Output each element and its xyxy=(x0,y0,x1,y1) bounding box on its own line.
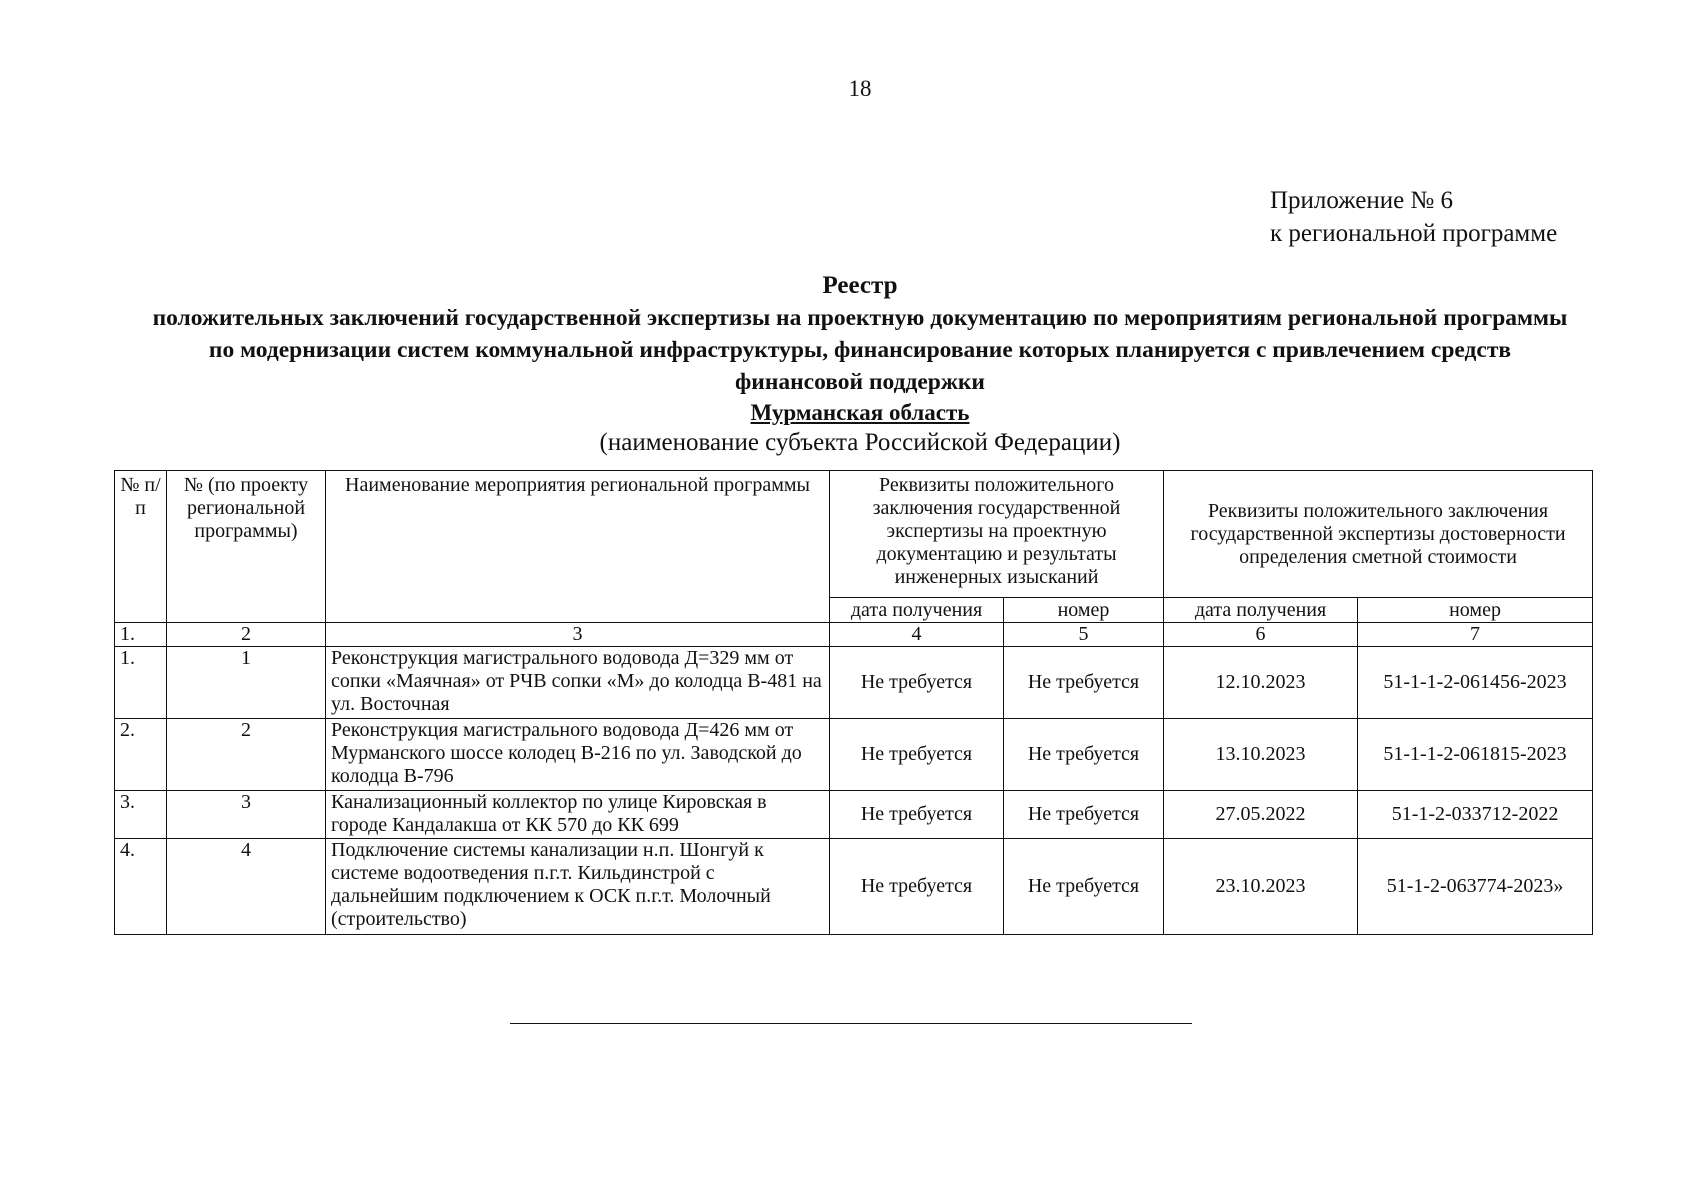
subheader-cost-number: номер xyxy=(1358,598,1593,623)
closing-divider-line xyxy=(510,1023,1192,1024)
header-row-number: № п/п xyxy=(115,471,167,623)
row-design-date: Не требуется xyxy=(830,839,1004,935)
page-number: 18 xyxy=(848,76,872,101)
subheader-cost-date: дата получения xyxy=(1164,598,1358,623)
row-project-number: 4 xyxy=(167,839,326,935)
row-activity-name: Подключение системы канализации н.п. Шонгуй к системе водоотведения п.г.т. Кильдинстрой с дальнейшим подключением к ОСК п.г.т. Молочный (строительство) xyxy=(326,839,830,935)
numbering-cell: 2 xyxy=(167,623,326,647)
row-number: 3. xyxy=(115,791,167,839)
table-row xyxy=(115,839,1593,935)
row-activity-name: Канализационный коллектор по улице Кировская в городе Кандалакша от КК 570 до КК 699 xyxy=(326,791,830,839)
numbering-cell: 1. xyxy=(115,623,167,647)
row-design-date: Не требуется xyxy=(830,719,1004,791)
table-header-row xyxy=(115,471,1593,598)
row-cost-number: 51-1-1-2-061815-2023 xyxy=(1358,719,1593,791)
row-design-number: Не требуется xyxy=(1004,839,1164,935)
appendix-line-1: Приложение № 6 xyxy=(1270,187,1454,214)
row-cost-number: 51-1-2-063774-2023» xyxy=(1358,839,1593,935)
appendix-line-2: к региональной программе xyxy=(1270,220,1558,247)
row-design-number: Не требуется xyxy=(1004,719,1164,791)
document-title-block xyxy=(0,270,1705,459)
row-cost-number: 51-1-2-033712-2022 xyxy=(1358,791,1593,839)
region-caption: (наименование субъекта Российской Федерации) xyxy=(599,429,1121,456)
row-number: 4. xyxy=(115,839,167,935)
numbering-cell: 6 xyxy=(1164,623,1358,647)
row-number: 1. xyxy=(115,647,167,719)
table-numbering-row xyxy=(115,623,1593,647)
row-design-date: Не требуется xyxy=(830,791,1004,839)
table-row xyxy=(115,791,1593,839)
row-cost-number: 51-1-1-2-061456-2023 xyxy=(1358,647,1593,719)
row-project-number: 1 xyxy=(167,647,326,719)
row-project-number: 2 xyxy=(167,719,326,791)
row-cost-date: 27.05.2022 xyxy=(1164,791,1358,839)
table-row xyxy=(115,719,1593,791)
row-cost-date: 13.10.2023 xyxy=(1164,719,1358,791)
row-cost-date: 12.10.2023 xyxy=(1164,647,1358,719)
header-cost-expertise: Реквизиты положительного заключения государственной экспертизы достоверности определения сметной стоимости xyxy=(1164,471,1593,598)
row-activity-name: Реконструкция магистрального водовода Д=329 мм от сопки «Маячная» от РЧВ сопки «М» до колодца В-481 на ул. Восточная xyxy=(326,647,830,719)
numbering-cell: 4 xyxy=(830,623,1004,647)
row-design-number: Не требуется xyxy=(1004,791,1164,839)
subheader-design-date: дата получения xyxy=(830,598,1004,623)
row-cost-date: 23.10.2023 xyxy=(1164,839,1358,935)
numbering-cell: 5 xyxy=(1004,623,1164,647)
document-title: Реестр xyxy=(822,272,898,299)
header-design-expertise: Реквизиты положительного заключения государственной экспертизы на проектную документацию и результаты инженерных изысканий xyxy=(830,471,1164,598)
subheader-design-number: номер xyxy=(1004,598,1164,623)
document-subtitle: положительных заключений государственной экспертизы на проектную документацию по мероприятиям региональной программы по модернизации систем коммунальной инфраструктуры, финансирование которых планируется с привлечением средств финансовой поддержки xyxy=(152,305,1568,395)
row-design-number: Не требуется xyxy=(1004,647,1164,719)
numbering-cell: 3 xyxy=(326,623,830,647)
row-number: 2. xyxy=(115,719,167,791)
registry-table xyxy=(114,470,1593,935)
row-project-number: 3 xyxy=(167,791,326,839)
row-design-date: Не требуется xyxy=(830,647,1004,719)
numbering-cell: 7 xyxy=(1358,623,1593,647)
row-activity-name: Реконструкция магистрального водовода Д=426 мм от Мурманского шоссе колодец В-216 по ул. Заводской до колодца В-796 xyxy=(326,719,830,791)
header-activity-name: Наименование мероприятия региональной программы xyxy=(326,471,830,623)
appendix-note xyxy=(1270,184,1557,250)
header-project-number: № (по проекту региональной программы) xyxy=(167,471,326,623)
region-name: Мурманская область xyxy=(750,400,970,425)
table-row xyxy=(115,647,1593,719)
